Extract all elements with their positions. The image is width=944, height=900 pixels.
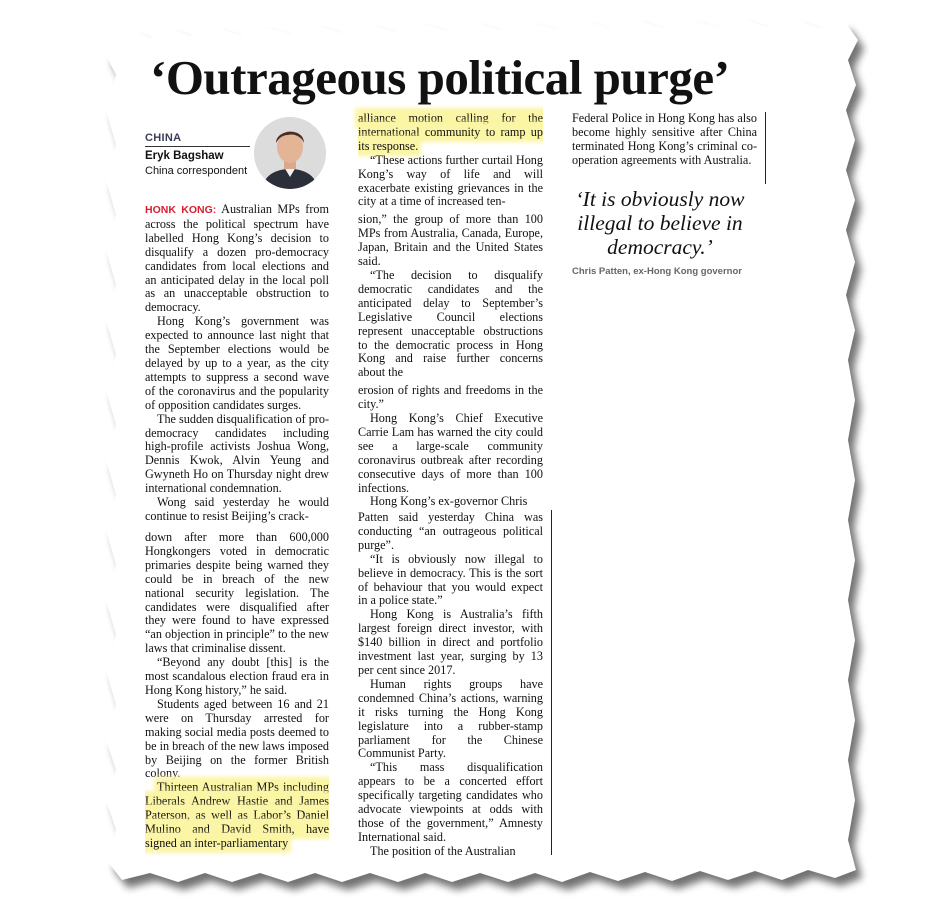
paragraph: Patten said yesterday China was conducting “an outrageous political purge”. [358, 510, 543, 552]
paragraph: Federal Police in Hong Kong has also become highly sensitive after China terminated Hong Kong’s criminal co-operation agreements with Australia. [572, 111, 757, 167]
author-portrait-image [254, 117, 326, 189]
paragraph: Human rights groups have condemned China’s actions, warning it risks turning the Hong Kong legislature into a rubber-stamp parliament for the Chinese Communist Party. [358, 676, 543, 761]
lede-text: Australian MPs from across the political spectrum have labelled Hong Kong’s decision to disqualify a dozen pro-democracy candidates from local elections and an anticipated delay in the local poll as an unacceptable obstruction to democracy. [145, 202, 329, 315]
dateline: HONK KONG: [145, 204, 217, 216]
paragraph: Hong Kong is Australia’s fifth largest foreign direct investor, with $140 billion in direct and portfolio investment last year, surging by 13 per cent since 2017. [358, 607, 543, 677]
column-2 [145, 531, 329, 851]
pull-quote: ‘It is obviously now illegal to believe in democracy.’ [575, 187, 745, 259]
paragraph: erosion of rights and freedoms in the city.” [358, 383, 543, 412]
paragraph: Students aged between 16 and 21 were on Thursday arrested for making social media posts deemed to be in breach of the new laws imposed by Beijing on the former British colony. [145, 696, 329, 781]
byline [145, 132, 260, 177]
pull-quote-attribution: Chris Patten, ex-Hong Kong governor [572, 266, 742, 277]
paragraph: down after more than 600,000 Hongkongers voted in democratic primaries despite being warned they could be in breach of the new national security legislation. The candidates were disqualified after they were found to have expressed “an objection in principle” to the new laws that criminalise dissent. [145, 530, 329, 656]
paragraph: The position of the Australian [370, 843, 516, 858]
author-photo [254, 117, 326, 189]
highlighted-text: Thirteen Australian MPs including Liberals Andrew Hastie and James Paterson, as well as Labor’s Daniel Mulino and David Smith, have signed an inter-parliamentary [145, 780, 329, 850]
column-5 [572, 112, 757, 168]
highlighted-paragraph [145, 781, 329, 851]
lede-paragraph [145, 203, 329, 315]
paragraph: Hong Kong’s ex-governor Chris [370, 494, 528, 509]
headline: ‘Outrageous political purge’ [150, 50, 730, 105]
author-name: Eryk Bagshaw [145, 150, 224, 162]
paragraph: “These actions further curtail Hong Kong’s way of life and will exacerbate existing grievances in the city at a time of increased ten- [358, 152, 543, 209]
paragraph: “This mass disqualification appears to be a concerted effort specifically targeting candidates who advocate viewpoints at odds with those of the government,” Amnesty International said. [358, 760, 543, 844]
author-role: China correspondent [145, 165, 248, 177]
paragraph: sion,” the group of more than 100 MPs from Australia, Canada, Europe, Japan, Britain and the United States said. [358, 212, 543, 269]
paragraph: Hong Kong’s government was expected to announce last night that the September elections would be delayed by up to a year, as the city attempts to suppress a second wave of the coronavirus and the popularity of opposition candidates surges. [145, 314, 329, 412]
column-rule [765, 112, 766, 184]
paragraph: The sudden disqualification of pro-democracy candidates including high-profile activists Joshua Wong, Dennis Kwok, Alvin Yeung and Gwyneth Ho on Thursday night drew international condemnation. [145, 411, 329, 496]
highlighted-paragraph [358, 112, 543, 154]
paragraph: Hong Kong’s Chief Executive Carrie Lam has warned the city could see a large-scale community coronavirus outbreak after recording consecutive days of more than 100 infections. [358, 411, 543, 495]
column-4 [358, 511, 543, 859]
highlighted-text: alliance motion calling for the international community to ramp up its response. [358, 111, 543, 153]
section-label: CHINA [145, 132, 250, 147]
column-3 [358, 112, 543, 509]
paragraph: “The decision to disqualify democratic candidates and the anticipated delay to September’s Legislative Council elections represent unacceptable obstructions to the democratic process in Hong Kong and raise further concerns about the [358, 267, 543, 380]
paragraph: Wong said yesterday he would continue to resist Beijing’s crack- [145, 495, 329, 523]
paragraph: “Beyond any doubt [this] is the most scandalous election fraud era in Hong Kong history,” he said. [145, 655, 329, 697]
column-1 [145, 203, 329, 524]
paragraph: “It is obviously now illegal to believe in democracy. This is the sort of behaviour that you would expect in a police state.” [358, 551, 543, 608]
column-rule [551, 510, 552, 855]
